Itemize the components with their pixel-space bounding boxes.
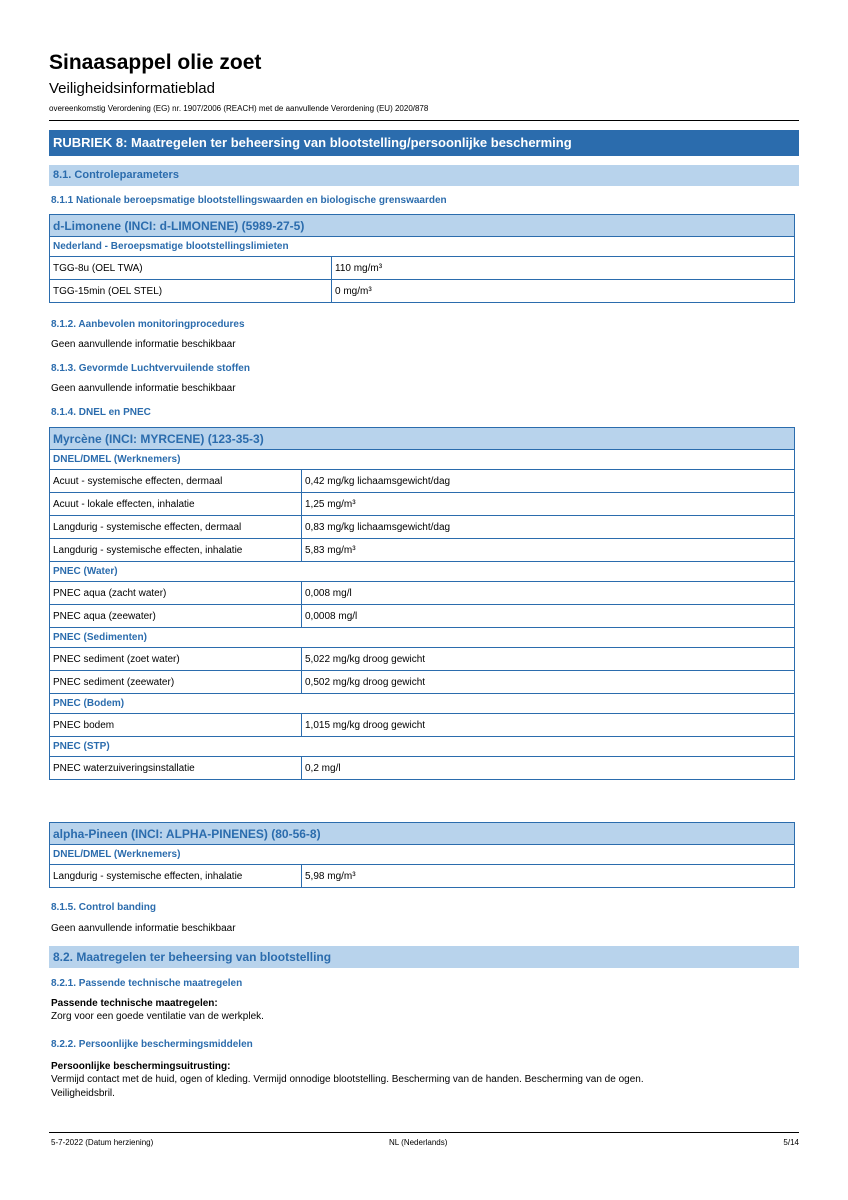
row-label: TGG-15min (OEL STEL) — [50, 280, 332, 303]
row-label: PNEC bodem — [50, 714, 302, 737]
section-8-2-1-text: Zorg voor een goede ventilatie van de werkplek. — [51, 1011, 264, 1022]
pinene-table — [49, 822, 795, 888]
row-value: 1,25 mg/m³ — [302, 493, 795, 516]
row-label: PNEC sediment (zeewater) — [50, 671, 302, 694]
section-8-2-2-text-2: Veiligheidsbril. — [51, 1088, 115, 1099]
table-row — [50, 539, 795, 562]
table-group-header: Nederland - Beroepsmatige blootstellingslimieten — [50, 237, 795, 257]
section-8-1-4-heading: 8.1.4. DNEL en PNEC — [51, 407, 151, 418]
table-row — [50, 582, 795, 605]
row-label: TGG-8u (OEL TWA) — [50, 257, 332, 280]
row-value: 0 mg/m³ — [332, 280, 795, 303]
section-8-1-5-text: Geen aanvullende informatie beschikbaar — [51, 923, 236, 934]
table-group-header: PNEC (Water) — [50, 562, 795, 582]
section-8-1-2-heading: 8.1.2. Aanbevolen monitoringprocedures — [51, 319, 245, 330]
row-label: Langdurig - systemische effecten, inhalatie — [50, 539, 302, 562]
section-8-1-2-text: Geen aanvullende informatie beschikbaar — [51, 339, 236, 350]
row-value: 0,83 mg/kg lichaamsgewicht/dag — [302, 516, 795, 539]
limonene-table — [49, 214, 795, 303]
table-group-header: DNEL/DMEL (Werknemers) — [50, 845, 795, 865]
table-row — [50, 757, 795, 780]
table-row — [50, 671, 795, 694]
regulation-note: overeenkomstig Verordening (EG) nr. 1907/2006 (REACH) met de aanvullende Verordening (EU) 2020/878 — [49, 104, 429, 113]
table-group-header: PNEC (STP) — [50, 737, 795, 757]
table-row — [50, 516, 795, 539]
section-8-2-title: 8.2. Maatregelen ter beheersing van blootstelling — [49, 946, 799, 968]
row-value: 0,0008 mg/l — [302, 605, 795, 628]
section-8-2-1-heading: 8.2.1. Passende technische maatregelen — [51, 978, 243, 989]
table-group-header: DNEL/DMEL (Werknemers) — [50, 450, 795, 470]
footer-divider — [49, 1132, 799, 1133]
header-divider — [49, 120, 799, 121]
section-8-1-3-text: Geen aanvullende informatie beschikbaar — [51, 383, 236, 394]
table-row — [50, 648, 795, 671]
table-row — [50, 470, 795, 493]
row-label: Langdurig - systemische effecten, inhalatie — [50, 865, 302, 888]
substance-header: alpha-Pineen (INCI: ALPHA-PINENES) (80-56-8) — [50, 823, 795, 845]
row-value: 0,2 mg/l — [302, 757, 795, 780]
row-value: 0,42 mg/kg lichaamsgewicht/dag — [302, 470, 795, 493]
row-label: PNEC aqua (zacht water) — [50, 582, 302, 605]
section-8-2-2-label: Persoonlijke beschermingsuitrusting: — [51, 1061, 231, 1072]
row-value: 5,83 mg/m³ — [302, 539, 795, 562]
section-8-2-2-heading: 8.2.2. Persoonlijke beschermingsmiddelen — [51, 1039, 253, 1050]
section-8-title: RUBRIEK 8: Maatregelen ter beheersing van blootstelling/persoonlijke bescherming — [49, 130, 799, 156]
document-subtitle: Veiligheidsinformatieblad — [49, 80, 215, 97]
section-8-1-3-heading: 8.1.3. Gevormde Luchtvervuilende stoffen — [51, 363, 250, 374]
row-value: 0,502 mg/kg droog gewicht — [302, 671, 795, 694]
section-8-1-title: 8.1. Controleparameters — [49, 165, 799, 186]
row-label: PNEC waterzuiveringsinstallatie — [50, 757, 302, 780]
footer-page-number: 5/14 — [783, 1138, 799, 1147]
table-row — [50, 714, 795, 737]
substance-header: d-Limonene (INCI: d-LIMONENE) (5989-27-5) — [50, 215, 795, 237]
table-group-header: PNEC (Sedimenten) — [50, 628, 795, 648]
row-value: 1,015 mg/kg droog gewicht — [302, 714, 795, 737]
section-8-1-1-heading: 8.1.1 Nationale beroepsmatige blootstellingswaarden en biologische grenswaarden — [51, 195, 447, 206]
table-row — [50, 605, 795, 628]
row-value: 5,98 mg/m³ — [302, 865, 795, 888]
table-group-header: PNEC (Bodem) — [50, 694, 795, 714]
table-row — [50, 493, 795, 516]
row-label: Langdurig - systemische effecten, dermaal — [50, 516, 302, 539]
section-8-2-2-text-1: Vermijd contact met de huid, ogen of kleding. Vermijd onnodige blootstelling. Bescherming van de handen. Bescherming van de ogen. — [51, 1074, 644, 1085]
footer-language: NL (Nederlands) — [389, 1138, 448, 1147]
section-8-1-5-heading: 8.1.5. Control banding — [51, 902, 157, 913]
table-row — [50, 257, 795, 280]
myrcene-table — [49, 427, 795, 780]
row-value: 110 mg/m³ — [332, 257, 795, 280]
row-label: Acuut - systemische effecten, dermaal — [50, 470, 302, 493]
table-row — [50, 280, 795, 303]
section-8-2-1-label: Passende technische maatregelen: — [51, 998, 218, 1009]
row-value: 0,008 mg/l — [302, 582, 795, 605]
row-label: Acuut - lokale effecten, inhalatie — [50, 493, 302, 516]
footer-date: 5-7-2022 (Datum herziening) — [51, 1138, 154, 1147]
row-label: PNEC sediment (zoet water) — [50, 648, 302, 671]
table-row — [50, 865, 795, 888]
row-value: 5,022 mg/kg droog gewicht — [302, 648, 795, 671]
substance-header: Myrcène (INCI: MYRCENE) (123-35-3) — [50, 428, 795, 450]
row-label: PNEC aqua (zeewater) — [50, 605, 302, 628]
document-title: Sinaasappel olie zoet — [49, 51, 262, 74]
